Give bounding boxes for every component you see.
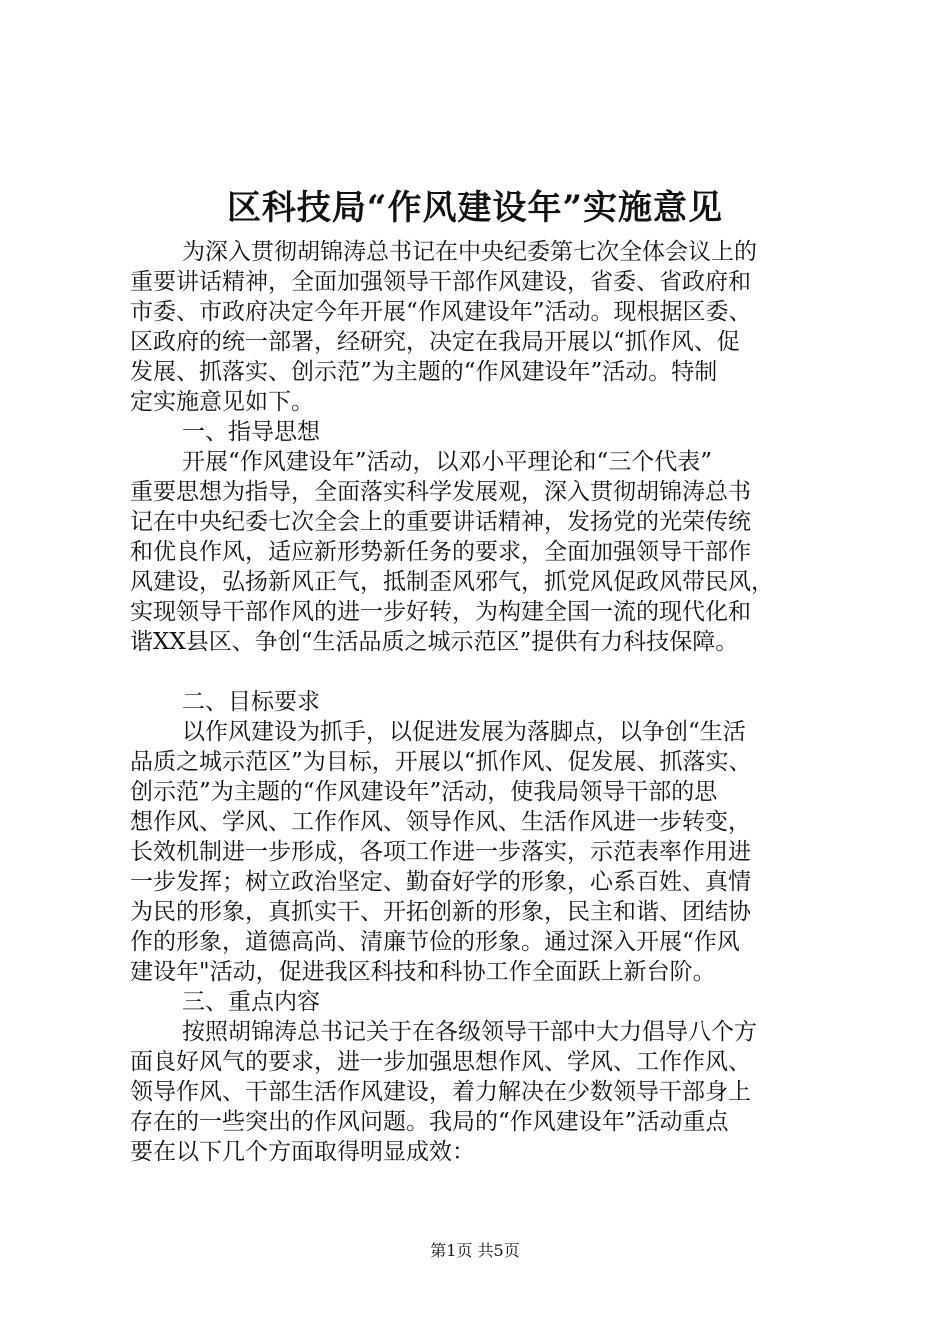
text-line: 市委、市政府决定今年开展“作风建设年”活动。现根据区委、 [130,299,752,325]
text-line: 为民的形象，真抓实干、开拓创新的形象，民主和谐、团结协 [130,899,751,925]
text-line: 面良好风气的要求，进一步加强思想作风、学风、工作作风、 [130,1049,751,1075]
text-line: 开展“作风建设年”活动，以邓小平理论和“三个代表” [182,449,713,475]
text-line: 创示范”为主题的“作风建设年”活动，使我局领导干部的思 [130,779,718,805]
document-title: 区科技局“作风建设年”实施意见 [226,188,724,228]
document-body [130,237,840,1167]
text-line: 存在的一些突出的作风问题。我局的“作风建设年”活动重点 [130,1109,729,1135]
text-line: 记在中央纪委七次全会上的重要讲话精神，发扬党的光荣传统 [130,509,751,535]
text-line: 重要思想为指导，全面落实科学发展观，深入贯彻胡锦涛总书 [130,479,751,505]
text-line: 发展、抓落实、创示范”为主题的“作风建设年”活动。特制 [130,359,718,385]
text-line: 谐XX县区、争创“生活品质之城示范区”提供有力科技保障。 [130,629,739,655]
text-line: 要在以下几个方面取得明显成效： [130,1139,475,1165]
text-line: 想作风、学风、工作作风、领导作风、生活作风进一步转变， [130,809,751,835]
section-heading: 一、指导思想 [182,419,320,445]
page-footer: 第1页 共5页 [430,1241,520,1260]
text-line: 风建设，弘扬新风正气，抵制歪风邪气，抓党风促政风带民风， [130,569,774,595]
text-line: 重要讲话精神，全面加强领导干部作风建设，省委、省政府和 [130,269,751,295]
text-line: 实现领导干部作风的进一步好转，为构建全国一流的现代化和 [130,599,751,625]
text-line: 以作风建设为抓手，以促进发展为落脚点，以争创“生活 [182,719,746,745]
text-line: 定实施意见如下。 [130,389,314,415]
text-line: 区政府的统一部署，经研究，决定在我局开展以“抓作风、促 [130,329,740,355]
text-line: 作的形象，道德高尚、清廉节俭的形象。通过深入开展“作风 [130,929,740,955]
text-line: 为深入贯彻胡锦涛总书记在中央纪委第七次全体会议上的 [182,239,757,265]
blank-line [130,657,840,687]
section-heading: 二、目标要求 [182,689,320,715]
text-line: 领导作风、干部生活作风建设，着力解决在少数领导干部身上 [130,1079,751,1105]
text-line: 和优良作风，适应新形势新任务的要求，全面加强领导干部作 [130,539,751,565]
text-line: 一步发挥；树立政治坚定、勤奋好学的形象，心系百姓、真情 [130,869,751,895]
text-line: 长效机制进一步形成，各项工作进一步落实，示范表率作用进 [130,839,751,865]
text-line: 按照胡锦涛总书记关于在各级领导干部中大力倡导八个方 [182,1019,757,1045]
section-heading: 三、重点内容 [182,989,320,1015]
text-line: 品质之城示范区”为目标，开展以“抓作风、促发展、抓落实、 [130,749,752,775]
text-line: 建设年"活动，促进我区科技和科协工作全面跃上新台阶。 [130,959,716,985]
